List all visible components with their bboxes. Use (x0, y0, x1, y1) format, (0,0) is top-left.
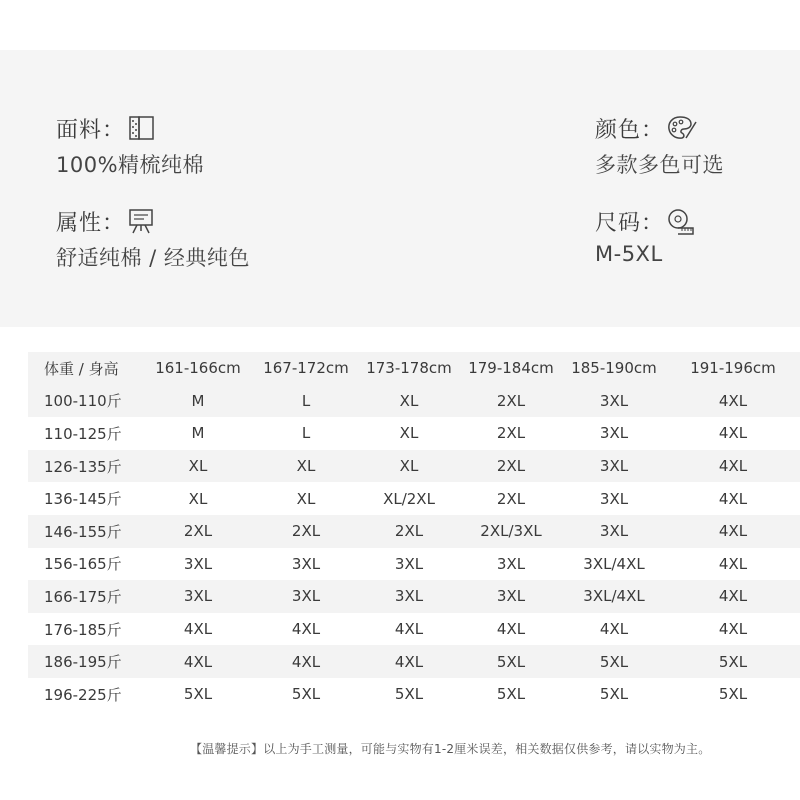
size-cell: 2XL (496, 489, 526, 508)
size-cell: 3XL/4XL (583, 587, 645, 606)
size-cell: 4XL (718, 391, 748, 410)
size-cell: 2XL (394, 522, 424, 541)
size-cell: 5XL (496, 685, 526, 704)
table-row (28, 645, 800, 678)
size-cell: L (301, 424, 311, 443)
palette-icon (666, 114, 698, 142)
size-cell: 5XL (599, 685, 629, 704)
size-cell: 3XL (599, 391, 629, 410)
attribute-info (56, 206, 250, 272)
product-info-panel (0, 50, 800, 327)
size-cell: 4XL (183, 652, 213, 671)
size-cell: XL (296, 489, 316, 508)
table-row (28, 613, 800, 646)
size-cell: 2XL (496, 424, 526, 443)
size-cell: 2XL (183, 522, 213, 541)
size-cell: 3XL (599, 489, 629, 508)
weight-cell: 166-175斤 (44, 587, 122, 606)
attribute-label: 属性： (56, 210, 126, 236)
color-info (595, 113, 724, 179)
size-cell: 4XL (183, 620, 213, 639)
size-cell: 4XL (599, 620, 629, 639)
size-cell: 2XL/3XL (480, 522, 542, 541)
size-cell: 4XL (718, 522, 748, 541)
size-cell: 3XL (183, 554, 213, 573)
fabric-label: 面料： (56, 117, 126, 143)
size-cell: 3XL (599, 522, 629, 541)
table-row (28, 417, 800, 450)
size-cell: 3XL (291, 554, 321, 573)
tape-measure-icon (666, 207, 698, 235)
fabric-roll-icon (127, 114, 159, 142)
size-cell: 2XL (496, 457, 526, 476)
weight-cell: 110-125斤 (44, 424, 122, 443)
size-cell: 5XL (183, 685, 213, 704)
size-chart-table (28, 352, 800, 711)
size-cell: 4XL (718, 587, 748, 606)
size-cell: 3XL (394, 587, 424, 606)
header-cell: 体重 / 身高 (44, 359, 119, 378)
header-cell: 179-184cm (468, 359, 554, 378)
size-cell: 5XL (599, 652, 629, 671)
header-cell: 167-172cm (263, 359, 349, 378)
header-cell: 185-190cm (571, 359, 657, 378)
table-row (28, 580, 800, 613)
size-cell: 2XL (291, 522, 321, 541)
size-cell: 5XL (718, 685, 748, 704)
size-cell: XL (188, 489, 208, 508)
table-row (28, 482, 800, 515)
header-cell: 161-166cm (155, 359, 241, 378)
header-cell: 191-196cm (690, 359, 776, 378)
size-cell: 5XL (291, 685, 321, 704)
size-cell: XL (399, 424, 419, 443)
table-row (28, 385, 800, 418)
size-cell: 4XL (394, 652, 424, 671)
weight-cell: 100-110斤 (44, 392, 122, 411)
weight-cell: 146-155斤 (44, 522, 122, 541)
size-cell: XL/2XL (383, 489, 435, 508)
table-header-row (28, 352, 800, 385)
size-cell: 3XL (599, 424, 629, 443)
size-cell: 4XL (718, 424, 748, 443)
size-cell: 5XL (718, 652, 748, 671)
size-cell: M (191, 424, 205, 443)
fabric-value: 100%精梳纯棉 (56, 153, 205, 177)
size-cell: 3XL (183, 587, 213, 606)
size-cell: 3XL/4XL (583, 554, 645, 573)
size-cell: L (301, 391, 311, 410)
table-row (28, 678, 800, 711)
measurement-tip: 【温馨提示】以上为手工测量，可能与实物有1-2厘米误差，相关数据仅供参考，请以实物为主。 (190, 742, 711, 756)
size-cell: XL (188, 457, 208, 476)
size-cell: 4XL (394, 620, 424, 639)
weight-cell: 176-185斤 (44, 620, 122, 639)
size-cell: 4XL (718, 620, 748, 639)
size-cell: 4XL (291, 652, 321, 671)
attribute-value: 舒适纯棉 / 经典纯色 (56, 246, 250, 270)
size-cell: 3XL (394, 554, 424, 573)
size-cell: XL (399, 457, 419, 476)
size-cell: 4XL (718, 554, 748, 573)
size-cell: 5XL (496, 652, 526, 671)
size-cell: 3XL (496, 554, 526, 573)
size-cell: XL (399, 391, 419, 410)
size-cell: M (191, 391, 205, 410)
weight-cell: 186-195斤 (44, 653, 122, 672)
size-label: 尺码： (595, 210, 665, 236)
weight-cell: 136-145斤 (44, 490, 122, 509)
size-cell: 4XL (718, 457, 748, 476)
weight-cell: 156-165斤 (44, 555, 122, 574)
weight-cell: 126-135斤 (44, 457, 122, 476)
easel-icon (127, 207, 159, 235)
size-info (595, 206, 698, 266)
size-cell: 4XL (291, 620, 321, 639)
size-cell: 3XL (599, 457, 629, 476)
weight-cell: 196-225斤 (44, 685, 122, 704)
size-cell: 4XL (496, 620, 526, 639)
size-cell: 3XL (496, 587, 526, 606)
fabric-info (56, 113, 204, 179)
color-value: 多款多色可选 (595, 153, 724, 177)
size-cell: 3XL (291, 587, 321, 606)
color-label: 颜色： (595, 117, 665, 143)
size-cell: 4XL (718, 489, 748, 508)
header-cell: 173-178cm (366, 359, 452, 378)
size-cell: 5XL (394, 685, 424, 704)
size-value: M-5XL (595, 242, 663, 266)
table-row (28, 548, 800, 581)
table-row (28, 450, 800, 483)
size-cell: XL (296, 457, 316, 476)
size-cell: 2XL (496, 391, 526, 410)
table-row (28, 515, 800, 548)
